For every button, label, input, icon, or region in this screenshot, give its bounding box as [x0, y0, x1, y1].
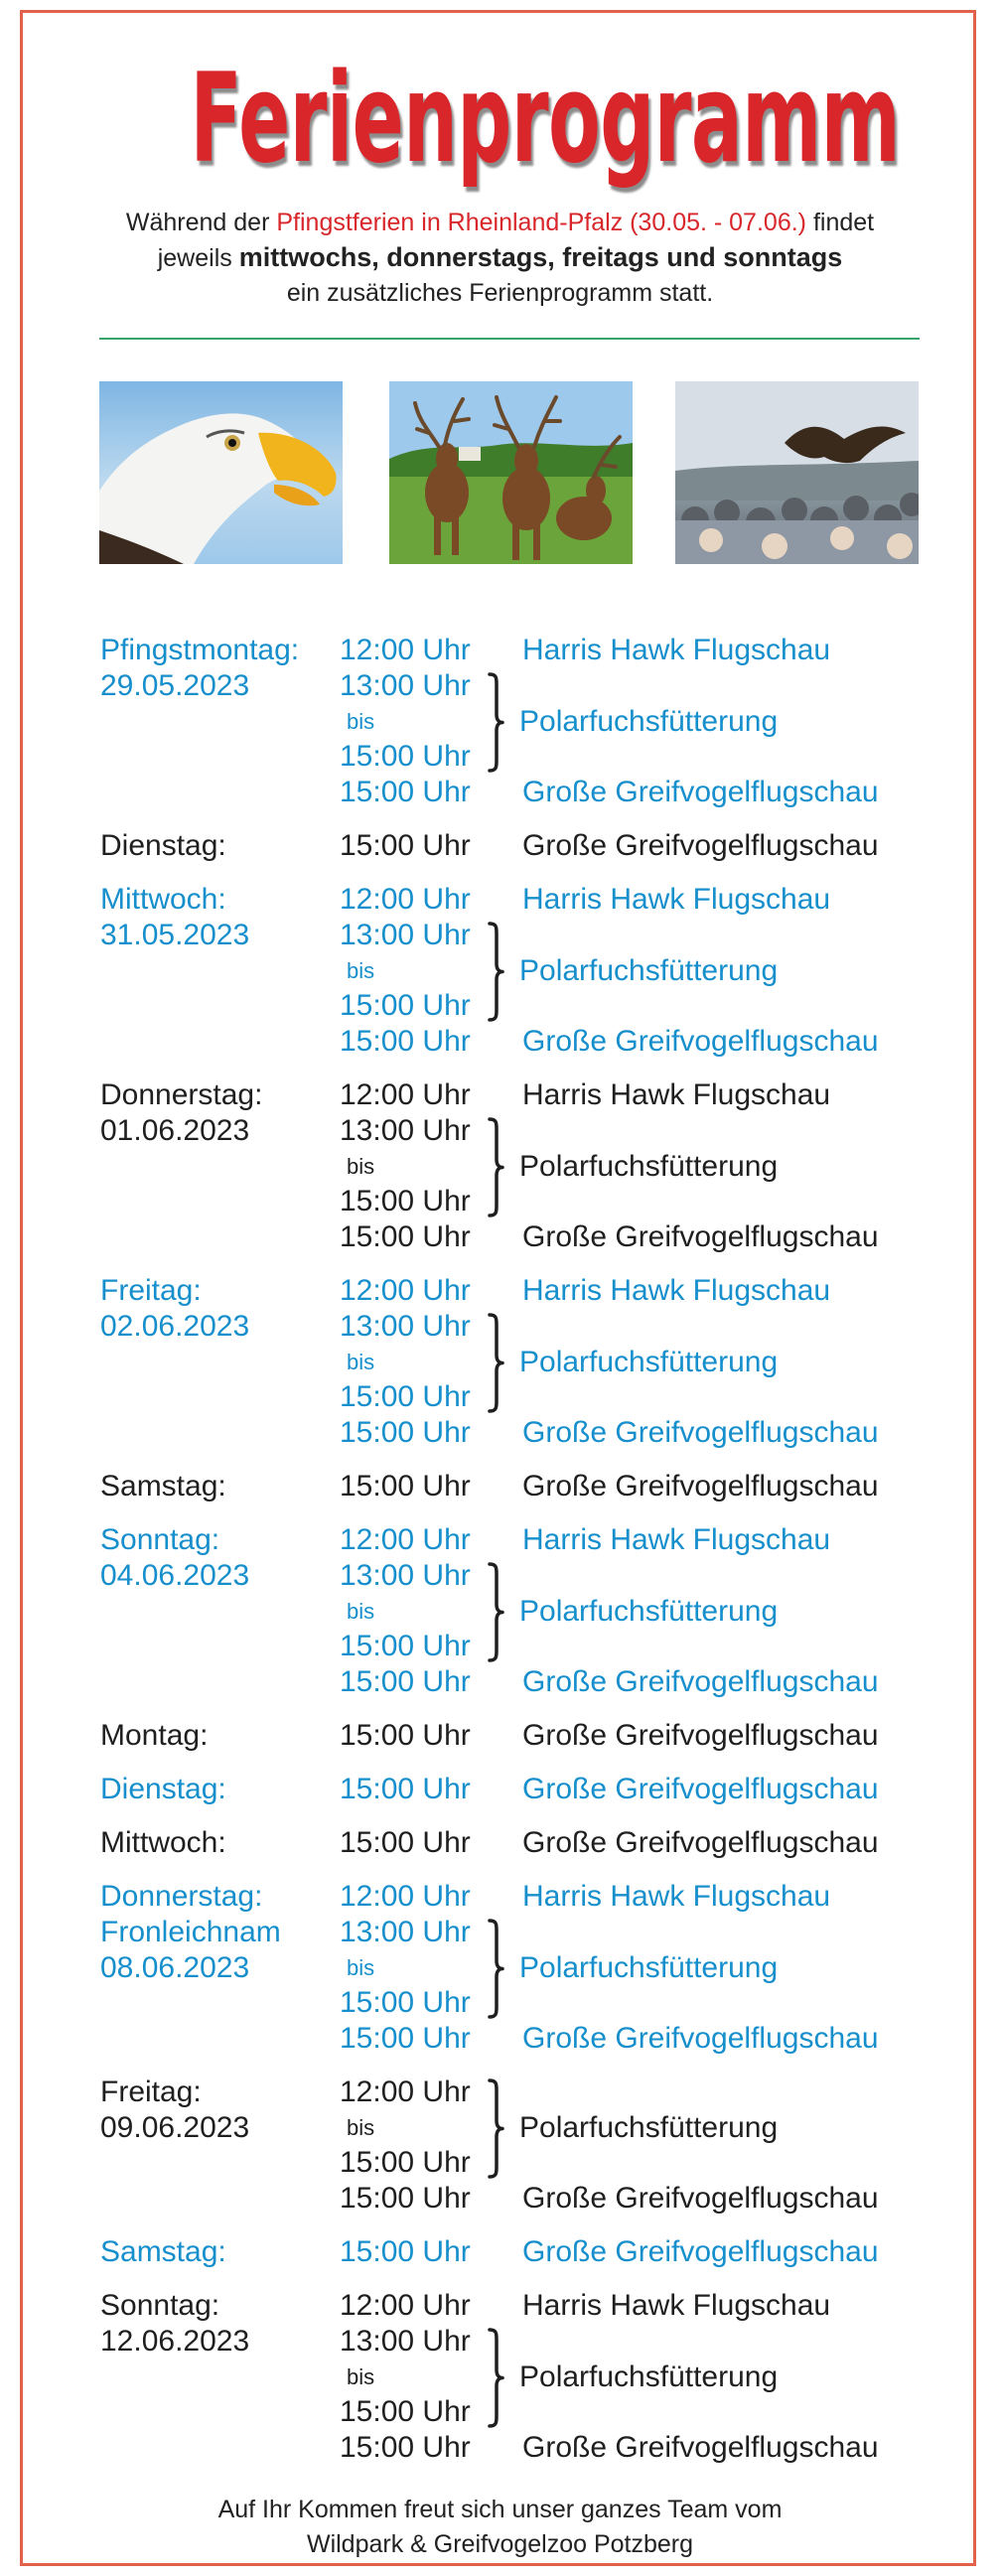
brace-icon [487, 1919, 504, 2019]
footer-line-1: Auf Ihr Kommen freut sich unser ganzes Team vom [217, 2496, 783, 2523]
event-time: 15:00 Uhr [340, 1416, 471, 1449]
event-title: Polarfuchsfütterung [519, 1149, 779, 1183]
day-label: Freitag: [100, 1274, 202, 1307]
page-title: Ferienprogramm [190, 48, 901, 191]
day-label: Pfingstmontag: [100, 634, 300, 666]
event-title: Große Greifvogelflugschau [522, 1773, 879, 1805]
day-label: Sonntag: [100, 2289, 220, 2322]
intro-text-part: findet [806, 209, 875, 236]
day-label: Montag: [100, 1719, 209, 1752]
bis-label: bis [347, 958, 375, 983]
day-date: 01.06.2023 [100, 1114, 250, 1147]
event-title: Große Greifvogelflugschau [522, 776, 879, 808]
event-end-time: 15:00 Uhr [340, 1630, 471, 1662]
event-time: 12:00 Uhr [340, 1274, 471, 1307]
event-time: 15:00 Uhr [340, 2431, 471, 2464]
bis-label: bis [347, 2115, 375, 2140]
brace-icon [487, 2328, 504, 2428]
event-title: Große Greifvogelflugschau [522, 2022, 879, 2055]
event-time: 12:00 Uhr [340, 1880, 471, 1913]
event-start-time: 13:00 Uhr [340, 919, 471, 951]
event-title: Harris Hawk Flugschau [522, 1880, 831, 1913]
event-start-time: 13:00 Uhr [340, 1916, 471, 1948]
day-label: Samstag: [100, 2235, 226, 2268]
intro-text-part: Während der [125, 209, 277, 236]
day-date: 12.06.2023 [100, 2325, 250, 2358]
day-label: Donnerstag: [100, 1078, 263, 1111]
event-time: 15:00 Uhr [340, 1773, 471, 1805]
event-time: 15:00 Uhr [340, 2022, 471, 2055]
event-time: 12:00 Uhr [340, 2289, 471, 2322]
event-time: 15:00 Uhr [340, 2182, 471, 2215]
event-end-time: 15:00 Uhr [340, 1185, 471, 1217]
brace-icon [487, 2078, 504, 2179]
intro-line-1 [0, 206, 1000, 240]
event-title: Harris Hawk Flugschau [522, 1078, 831, 1111]
day-label: Mittwoch: [100, 1826, 226, 1859]
event-title: Harris Hawk Flugschau [522, 1523, 831, 1556]
event-title: Harris Hawk Flugschau [522, 883, 831, 916]
event-title: Polarfuchsfütterung [519, 1594, 779, 1628]
event-time: 12:00 Uhr [340, 634, 471, 666]
day-date: 08.06.2023 [100, 1951, 250, 1984]
brace-icon [487, 1562, 504, 1662]
event-end-time: 15:00 Uhr [340, 2146, 471, 2179]
event-start-time: 13:00 Uhr [340, 1559, 471, 1592]
event-start-time: 13:00 Uhr [340, 669, 471, 702]
intro-text [0, 206, 1000, 311]
eagle-photo [99, 381, 343, 564]
day-date: Fronleichnam [100, 1916, 281, 1948]
day-label: Donnerstag: [100, 1880, 263, 1913]
footer [0, 2493, 1000, 2562]
event-title: Große Greifvogelflugschau [522, 1025, 879, 1058]
bird-show-photo [675, 381, 919, 564]
bis-label: bis [347, 709, 375, 734]
day-date: 31.05.2023 [100, 919, 250, 951]
event-title: Große Greifvogelflugschau [522, 2182, 879, 2215]
bis-label: bis [347, 1599, 375, 1624]
day-date: 02.06.2023 [100, 1310, 250, 1343]
divider [99, 338, 920, 340]
day-label: Freitag: [100, 2075, 202, 2108]
day-label: Samstag: [100, 1470, 226, 1503]
event-end-time: 15:00 Uhr [340, 740, 471, 773]
intro-text-part: jeweils [157, 244, 239, 272]
event-end-time: 15:00 Uhr [340, 2395, 471, 2428]
event-time: 15:00 Uhr [340, 1665, 471, 1698]
event-start-time: 12:00 Uhr [340, 2075, 471, 2108]
intro-weekdays: mittwochs, donnerstags, freitags und sonntags [238, 242, 843, 272]
intro-line-3: ein zusätzliches Ferienprogramm statt. [286, 279, 714, 307]
event-start-time: 13:00 Uhr [340, 2325, 471, 2358]
day-date: 09.06.2023 [100, 2111, 250, 2144]
event-title: Große Greifvogelflugschau [522, 1220, 879, 1253]
event-title: Harris Hawk Flugschau [522, 1274, 831, 1307]
day-label: Dienstag: [100, 1773, 226, 1805]
event-start-time: 13:00 Uhr [340, 1114, 471, 1147]
event-end-time: 15:00 Uhr [340, 1986, 471, 2019]
event-time: 15:00 Uhr [340, 829, 471, 862]
brace-icon [487, 922, 504, 1022]
holiday-period: Pfingstferien in Rheinland-Pfalz (30.05. - 07.06.) [276, 209, 806, 236]
event-title: Große Greifvogelflugschau [522, 1719, 879, 1752]
day-label: Dienstag: [100, 829, 226, 862]
event-title: Polarfuchsfütterung [519, 1345, 779, 1378]
event-title: Große Greifvogelflugschau [522, 2235, 879, 2268]
event-title: Große Greifvogelflugschau [522, 1416, 879, 1449]
deer-photo [389, 381, 633, 564]
event-time: 15:00 Uhr [340, 1025, 471, 1058]
footer-line-2: Wildpark & Greifvogelzoo Potzberg [306, 2530, 694, 2558]
bis-label: bis [347, 1350, 375, 1374]
day-label: Mittwoch: [100, 883, 226, 916]
bis-label: bis [347, 1955, 375, 1980]
event-end-time: 15:00 Uhr [340, 989, 471, 1022]
event-time: 15:00 Uhr [340, 776, 471, 808]
event-time: 12:00 Uhr [340, 883, 471, 916]
event-time: 12:00 Uhr [340, 1523, 471, 1556]
event-title: Große Greifvogelflugschau [522, 1665, 879, 1698]
brace-icon [487, 672, 504, 773]
event-title: Große Greifvogelflugschau [522, 829, 879, 862]
event-title: Polarfuchsfütterung [519, 2110, 779, 2144]
day-date: 29.05.2023 [100, 669, 250, 702]
event-title: Harris Hawk Flugschau [522, 2289, 831, 2322]
event-title: Polarfuchsfütterung [519, 953, 779, 987]
brace-icon [487, 1313, 504, 1413]
event-title: Harris Hawk Flugschau [522, 634, 831, 666]
event-title: Große Greifvogelflugschau [522, 2431, 879, 2464]
event-title: Polarfuchsfütterung [519, 2360, 779, 2393]
day-label: Sonntag: [100, 1523, 220, 1556]
event-time: 15:00 Uhr [340, 2235, 471, 2268]
day-date: 04.06.2023 [100, 1559, 250, 1592]
intro-line-2 [0, 240, 1000, 276]
event-start-time: 13:00 Uhr [340, 1310, 471, 1343]
event-end-time: 15:00 Uhr [340, 1380, 471, 1413]
event-title: Polarfuchsfütterung [519, 1950, 779, 1984]
event-time: 15:00 Uhr [340, 1220, 471, 1253]
event-time: 12:00 Uhr [340, 1078, 471, 1111]
bis-label: bis [347, 1154, 375, 1179]
brace-icon [487, 1117, 504, 1217]
bis-label: bis [347, 2364, 375, 2389]
event-title: Polarfuchsfütterung [519, 704, 779, 738]
event-title: Große Greifvogelflugschau [522, 1470, 879, 1503]
event-title: Große Greifvogelflugschau [522, 1826, 879, 1859]
event-time: 15:00 Uhr [340, 1470, 471, 1503]
event-time: 15:00 Uhr [340, 1826, 471, 1859]
event-time: 15:00 Uhr [340, 1719, 471, 1752]
